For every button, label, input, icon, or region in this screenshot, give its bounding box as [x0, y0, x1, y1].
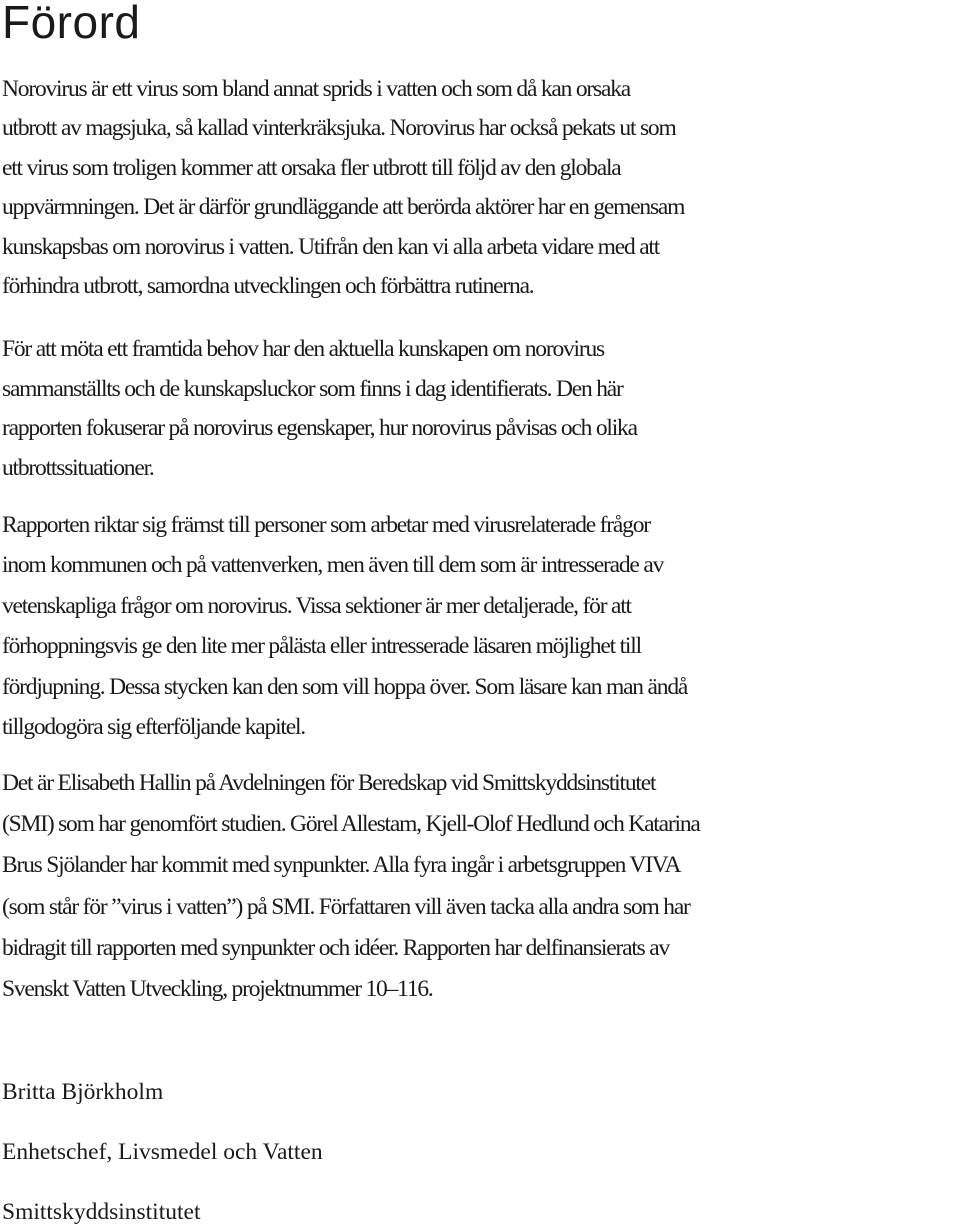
text-line: utbrott av magsjuka, så kallad vinterkräksjuka. Norovirus har också pekats ut som [2, 115, 676, 142]
text-line: Rapporten riktar sig främst till personer som arbetar med virusrelaterade frågor [2, 512, 650, 538]
paragraph-intro [2, 70, 960, 306]
text-line: sammanställts och de kunskapsluckor som finns i dag identifierats. Den här [2, 375, 623, 402]
text-line: Svenskt Vatten Utveckling, projektnummer 10–116. [2, 976, 433, 1003]
text-line: uppvärmningen. Det är därför grundläggande att berörda aktörer har en gemensam [2, 194, 685, 221]
text-line: förhoppningsvis ge den lite mer pålästa eller intresserade läsaren möjlighet till [2, 633, 641, 660]
text-line: inom kommunen och på vattenverken, men även till dem som är intresserade av [2, 552, 664, 579]
text-line: ett virus som troligen kommer att orsaka fler utbrott till följd av den globala [2, 154, 621, 181]
paragraph-knowledge [2, 330, 960, 488]
text-line: tillgodogöra sig efterföljande kapitel. [2, 714, 305, 741]
text-line: rapporten fokuserar på norovirus egenskaper, hur norovirus påvisas och olika [2, 415, 637, 441]
text-line: kunskapsbas om norovirus i vatten. Utifrån den kan vi alla arbeta vidare med att [2, 233, 660, 260]
signature-name: Britta Björkholm [2, 1079, 164, 1105]
text-line: Brus Sjölander har kommit med synpunkter. Alla fyra ingår i arbetsgruppen VIVA [2, 852, 681, 879]
text-line: bidragit till rapporten med synpunkter och idéer. Rapporten har delfinansierats av [2, 934, 670, 961]
text-line: Det är Elisabeth Hallin på Avdelningen för Beredskap vid Smittskyddsinstitutet [2, 770, 656, 796]
page-title: Förord [2, 0, 141, 48]
text-line: utbrottssituationer. [2, 454, 154, 481]
signature-role: Enhetschef, Livsmedel och Vatten [2, 1139, 323, 1165]
text-line: För att möta ett framtida behov har den aktuella kunskapen om norovirus [2, 336, 604, 362]
paragraph-audience [2, 505, 960, 747]
signature-organization: Smittskyddsinstitutet [2, 1199, 201, 1225]
text-line: (som står för ”virus i vatten”) på SMI. Författaren vill även tacka alla andra som har [2, 893, 690, 920]
text-line: vetenskapliga frågor om norovirus. Vissa sektioner är mer detaljerade, för att [2, 592, 631, 619]
paragraph-acknowledgements [2, 763, 960, 1010]
text-line: (SMI) som har genomfört studien. Görel Allestam, Kjell-Olof Hedlund och Katarina [2, 811, 700, 838]
text-line: förhindra utbrott, samordna utvecklingen och förbättra rutinerna. [2, 273, 534, 300]
text-line: Norovirus är ett virus som bland annat sprids i vatten och som då kan orsaka [2, 76, 631, 102]
text-line: fördjupning. Dessa stycken kan den som vill hoppa över. Som läsare kan man ändå [2, 673, 688, 700]
